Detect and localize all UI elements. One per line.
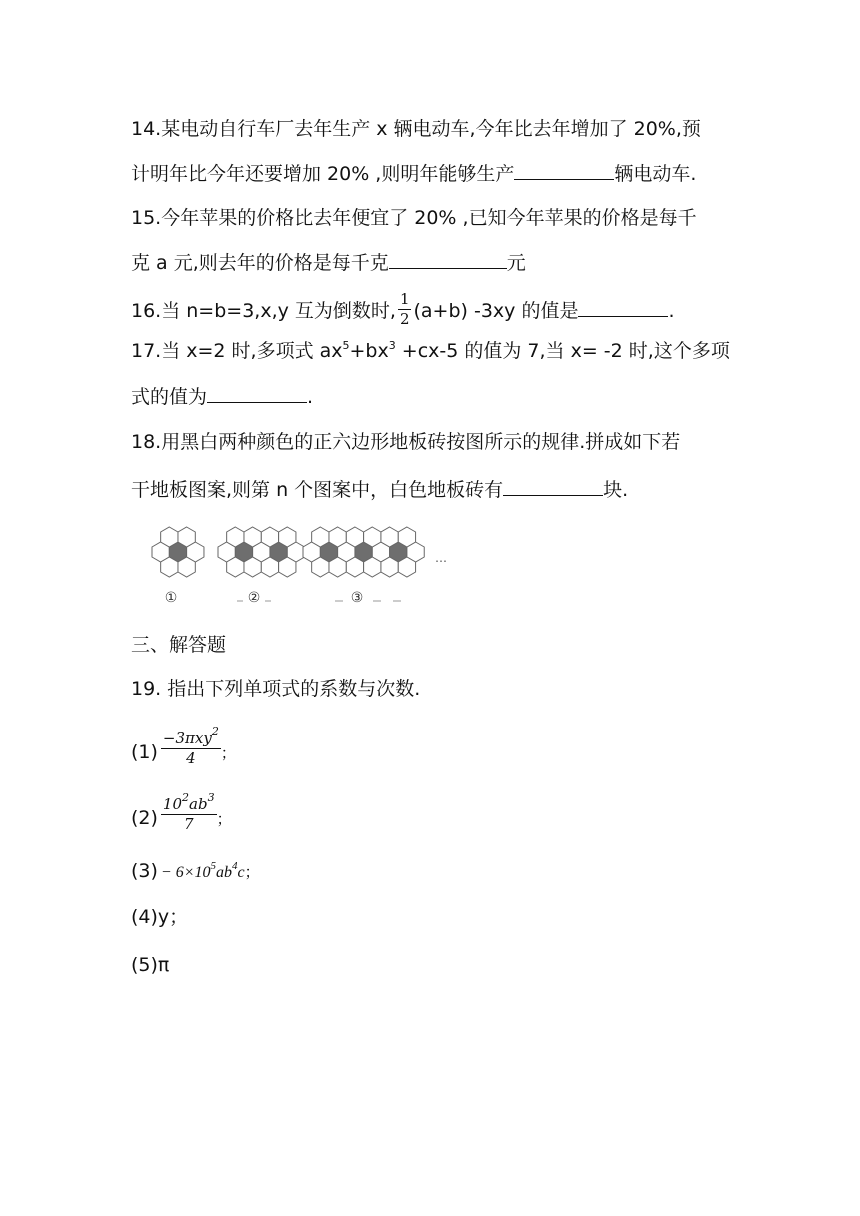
q15-line-2 — [131, 250, 526, 275]
pattern-label-1: ① — [164, 590, 178, 606]
q18-line-2 — [131, 477, 628, 502]
q19-item-3 — [131, 859, 260, 885]
q15-answer-blank[interactable] — [389, 250, 507, 269]
white-hex-tile — [346, 557, 363, 577]
q16-answer-blank[interactable] — [578, 298, 668, 317]
q14-line-2 — [131, 161, 696, 186]
white-hex-tile — [227, 557, 244, 577]
q16-text-a: 16.当 n=b=3,x,y 互为倒数时, — [131, 300, 396, 322]
q16-line — [131, 290, 675, 329]
q17-text-e: . — [307, 386, 314, 408]
q17-line-1 — [131, 339, 730, 363]
q19-item-4: (4)y； — [131, 906, 189, 928]
q18-text-a: 干地板图案,则第 n 个图案中，白色地板砖有 — [131, 479, 504, 501]
q14-line-1: 14.某电动自行车厂去年生产 x 辆电动车,今年比去年增加了 20%,预 — [131, 118, 701, 140]
section-3-heading: 三、解答题 — [131, 634, 227, 656]
q18-line-1: 18.用黑白两种颜色的正六边形地板砖按图所示的规律.拼成如下若 — [131, 431, 681, 453]
q17-text-d: 式的值为 — [131, 386, 208, 408]
q19-item-1-fraction: $\frac{-3\pi xy^2}{4}$ — [162, 725, 219, 767]
q16-text-c: . — [668, 300, 675, 322]
white-hex-tile — [227, 527, 244, 547]
white-hex-tile — [312, 527, 329, 547]
q19-item-1-end: ； — [220, 744, 236, 762]
pattern-label-2: ② — [247, 590, 261, 606]
q19-item-2-end: ； — [216, 810, 232, 828]
q19-item-3-label: (3) — [131, 860, 158, 882]
white-hex-tile — [178, 527, 195, 547]
white-hex-tile — [312, 557, 329, 577]
q19-item-2-fraction: $\frac{10^2ab^3}{7}$ — [162, 791, 215, 833]
q14-answer-blank[interactable] — [514, 161, 614, 180]
pattern-ellipsis: … — [435, 551, 447, 565]
q17-text-b: +bx — [349, 340, 389, 362]
q14-text-a: 计明年比今年还要增加 20% ,则明年能够生产 — [131, 163, 515, 185]
white-hex-tile — [161, 527, 178, 547]
white-hex-tile — [381, 557, 398, 577]
white-hex-tile — [364, 557, 381, 577]
q19-item-3-expression: − $6\times 10^5ab^4c$ — [160, 860, 245, 881]
q19-item-1 — [131, 725, 236, 770]
q17-exp-2: 3 — [388, 339, 396, 352]
q19-item-2 — [131, 791, 232, 836]
q17-text-a: 17.当 x=2 时,多项式 ax — [131, 340, 343, 362]
white-hex-tile — [398, 527, 415, 547]
white-hex-tile — [381, 527, 398, 547]
pattern-label-3: ③ — [350, 590, 364, 606]
white-hex-tile — [261, 527, 278, 547]
q15-line-1: 15.今年苹果的价格比去年便宜了 20% ,已知今年苹果的价格是每千 — [131, 207, 697, 229]
q17-line-2 — [131, 384, 313, 409]
white-hex-tile — [178, 557, 195, 577]
white-hex-tile — [244, 557, 261, 577]
white-hex-tile — [279, 527, 296, 547]
hexagon-tiles — [152, 527, 424, 577]
white-hex-tile — [261, 557, 278, 577]
white-hex-tile — [346, 527, 363, 547]
white-hex-tile — [161, 557, 178, 577]
q17-answer-blank[interactable] — [207, 384, 307, 403]
q17-text-c: +cx-5 的值为 7,当 x= -2 时,这个多项 — [395, 340, 730, 362]
q14-text-b: 辆电动车. — [614, 163, 697, 185]
q18-answer-blank[interactable] — [503, 477, 603, 496]
q19-item-3-end: ； — [244, 863, 260, 881]
hexagon-tiling-figure — [145, 522, 455, 606]
q18-text-b: 块. — [603, 479, 629, 501]
q19-item-2-label: (2) — [131, 807, 158, 829]
white-hex-tile — [279, 557, 296, 577]
q15-text-a: 克 a 元,则去年的价格是每千克 — [131, 252, 389, 274]
q16-text-b: (a+b) -3xy 的值是 — [413, 300, 579, 322]
q15-text-b: 元 — [506, 252, 526, 274]
white-hex-tile — [398, 557, 415, 577]
white-hex-tile — [364, 527, 381, 547]
q19-item-1-label: (1) — [131, 741, 158, 763]
q17-exp-1: 5 — [342, 339, 350, 352]
q16-fraction: $\frac{1}{2}$ — [399, 290, 410, 328]
white-hex-tile — [244, 527, 261, 547]
white-hex-tile — [329, 557, 346, 577]
q19-title: 19. 指出下列单项式的系数与次数. — [131, 678, 421, 700]
q19-item-5: (5)π — [131, 954, 170, 976]
white-hex-tile — [329, 527, 346, 547]
